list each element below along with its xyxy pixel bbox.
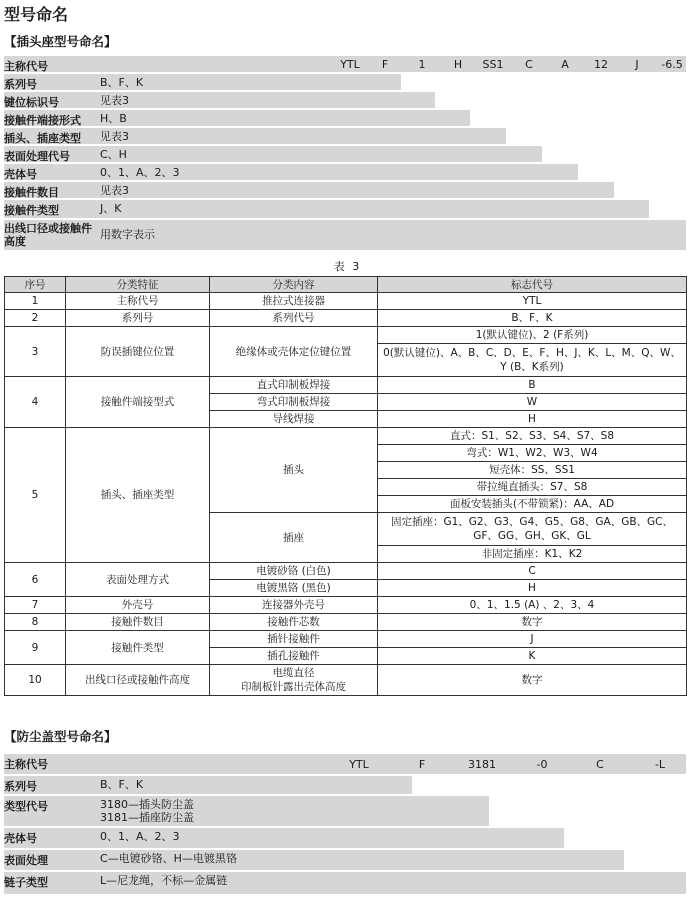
socket_section-row-band — [4, 164, 578, 180]
row-content: 直式印制板焊接 — [210, 377, 378, 394]
row-number: 6 — [5, 563, 66, 597]
socket_section-row-value: 见表3 — [100, 94, 129, 107]
page-title: 型号命名 — [4, 5, 69, 24]
socket_section-row-value: 0、1、A、2、3 — [100, 166, 180, 179]
row-content: 导线焊接 — [210, 411, 378, 428]
socket_section-code-8: J — [635, 58, 639, 71]
table-row — [5, 293, 687, 310]
socket_section-row-label: 壳体号 — [4, 168, 37, 181]
row-code: 0(默认键位)、A、B、C、D、E、F、H、J、K、L、M、Q、W、Y (B、K系列) — [378, 344, 687, 377]
row-content: 推拉式连接器 — [210, 293, 378, 310]
row-content: 电镀砂铬 (白色) — [210, 563, 378, 580]
classification-table — [4, 276, 687, 696]
table-caption: 表 3 — [333, 260, 362, 273]
row-feature: 插头、插座类型 — [66, 428, 210, 563]
socket_section-row-label: 插头、插座类型 — [4, 132, 81, 145]
socket_section-code-7: 12 — [594, 58, 608, 71]
table-row — [5, 428, 687, 445]
row-code: 数字 — [378, 614, 687, 631]
row-number: 8 — [5, 614, 66, 631]
row-code: H — [378, 411, 687, 428]
socket_section-row-label: 表面处理代号 — [4, 150, 70, 163]
cap_section-code-5: -L — [654, 758, 666, 771]
socket_section-row-value: J、K — [100, 202, 122, 215]
cap-section-heading: 【防尘盖型号命名】 — [4, 729, 117, 744]
header-no: 序号 — [5, 277, 66, 293]
socket_section-row-band — [4, 182, 614, 198]
row-number: 2 — [5, 310, 66, 327]
row-number: 9 — [5, 631, 66, 665]
row-code: 数字 — [378, 665, 687, 696]
row-code: 1(默认键位)、2 (F系列) — [378, 327, 687, 344]
socket_section-row-label: 接触件数目 — [4, 186, 59, 199]
header-content: 分类内容 — [210, 277, 378, 293]
row-content: 插座 — [210, 513, 378, 563]
socket_section-row-value: C、H — [100, 148, 127, 161]
row-feature: 主称代号 — [66, 293, 210, 310]
row-number: 5 — [5, 428, 66, 563]
cap_section-row-band — [4, 776, 412, 794]
cap_section-row-value: C—电镀砂铬、H—电镀黑铬 — [100, 852, 237, 865]
socket_section-row-label: 接触件端接形式 — [4, 114, 81, 127]
socket_section-row-label: 接触件类型 — [4, 204, 59, 217]
cap_section-row-value: 3180—插头防尘盖 3181—插座防尘盖 — [100, 798, 194, 824]
table-row — [5, 563, 687, 580]
row-content: 绝缘体或壳体定位键位置 — [210, 327, 378, 377]
row-code: 固定插座：G1、G2、G3、G4、G5、G8、GA、GB、GC、GF、GG、GH、GK、GL — [378, 513, 687, 546]
socket_section-code-1: F — [381, 58, 389, 71]
row-code: 面板安装插头(不带锁紧)：AA、AD — [378, 496, 687, 513]
row-content: 插头 — [210, 428, 378, 513]
row-content: 接触件芯数 — [210, 614, 378, 631]
socket_section-row-band — [4, 74, 401, 90]
socket_section-row-value: H、B — [100, 112, 127, 125]
table-row — [5, 665, 687, 696]
row-feature: 出线口径或接触件高度 — [66, 665, 210, 696]
socket_section-row-label: 主称代号 — [4, 60, 48, 73]
socket_section-row-label: 系列号 — [4, 78, 37, 91]
cap_section-row-value: B、F、K — [100, 778, 144, 791]
socket_section-code-2: 1 — [418, 58, 426, 71]
row-feature: 接触件类型 — [66, 631, 210, 665]
socket_section-code-6: A — [561, 58, 569, 71]
row-code: C — [378, 563, 687, 580]
row-code: J — [378, 631, 687, 648]
cap_section-code-0: YTL — [349, 758, 369, 771]
socket_section-code-5: C — [525, 58, 533, 71]
row-number: 4 — [5, 377, 66, 428]
header-feature: 分类特征 — [66, 277, 210, 293]
row-feature: 接触件数目 — [66, 614, 210, 631]
socket_section-code-0: YTL — [340, 58, 360, 71]
socket_section-row-value: 见表3 — [100, 184, 129, 197]
socket-section-heading: 【插头座型号命名】 — [4, 34, 117, 49]
row-content: 插针接触件 — [210, 631, 378, 648]
row-code: W — [378, 394, 687, 411]
row-code: 短壳体：SS、SS1 — [378, 462, 687, 479]
socket_section-row-value: 见表3 — [100, 130, 129, 143]
row-number: 10 — [5, 665, 66, 696]
row-number: 3 — [5, 327, 66, 377]
cap_section-row-value: 0、1、A、2、3 — [100, 830, 180, 843]
cap_section-row-label: 表面处理 — [4, 854, 48, 867]
row-code: K — [378, 648, 687, 665]
row-feature: 外壳号 — [66, 597, 210, 614]
row-code: 弯式：W1、W2、W3、W4 — [378, 445, 687, 462]
row-code: H — [378, 580, 687, 597]
socket_section-row-value: B、F、K — [100, 76, 144, 89]
table-row — [5, 614, 687, 631]
row-code: 0、1、1.5 (A) 、2、3、4 — [378, 597, 687, 614]
row-content: 系列代号 — [210, 310, 378, 327]
socket_section-code-3: H — [453, 58, 463, 71]
cap_section-row-label: 类型代号 — [4, 800, 48, 813]
table-row — [5, 597, 687, 614]
cap_section-row-label: 主称代号 — [4, 758, 48, 771]
socket_section-row-value: 用数字表示 — [100, 228, 155, 241]
row-code: 带拉绳直插头：S7、S8 — [378, 479, 687, 496]
row-code: YTL — [378, 293, 687, 310]
row-code: B — [378, 377, 687, 394]
cap_section-row-band — [4, 828, 564, 848]
cap-model-code-diagram — [4, 754, 686, 896]
row-content: 连接器外壳号 — [210, 597, 378, 614]
socket_section-row-label: 出线口径或接触件高度 — [4, 222, 92, 248]
cap_section-row-label: 壳体号 — [4, 832, 37, 845]
row-content: 插孔接触件 — [210, 648, 378, 665]
row-content: 弯式印制板焊接 — [210, 394, 378, 411]
row-number: 1 — [5, 293, 66, 310]
cap_section-row-band — [4, 796, 489, 826]
socket-model-code-diagram — [4, 56, 686, 252]
socket_section-code-4: SS1 — [482, 58, 504, 71]
row-code: 非固定插座：K1、K2 — [378, 546, 687, 563]
cap_section-row-label: 系列号 — [4, 780, 37, 793]
cap_section-code-2: 3181 — [468, 758, 496, 771]
row-feature: 系列号 — [66, 310, 210, 327]
row-content: 电镀黑铬 (黑色) — [210, 580, 378, 597]
row-code: B、F、K — [378, 310, 687, 327]
row-code: 直式：S1、S2、S3、S4、S7、S8 — [378, 428, 687, 445]
table-row — [5, 310, 687, 327]
row-feature: 防误插键位位置 — [66, 327, 210, 377]
cap_section-code-1: F — [418, 758, 426, 771]
socket_section-row-band — [4, 92, 435, 108]
table-row — [5, 327, 687, 344]
socket_section-row-band — [4, 146, 542, 162]
header-code: 标志代号 — [378, 277, 687, 293]
socket_section-code-9: -6.5 — [661, 58, 683, 71]
row-number: 7 — [5, 597, 66, 614]
table-row — [5, 377, 687, 394]
socket_section-row-label: 键位标识号 — [4, 96, 59, 109]
row-feature: 表面处理方式 — [66, 563, 210, 597]
cap_section-code-3: -0 — [536, 758, 548, 771]
table-row — [5, 631, 687, 648]
cap_section-code-4: C — [596, 758, 604, 771]
table-header-row — [5, 277, 687, 293]
cap_section-row-band — [4, 850, 624, 870]
row-content: 电缆直径 印制板针露出壳体高度 — [210, 665, 378, 696]
cap_section-row-value: L—尼龙绳，不标—金属链 — [100, 874, 228, 887]
cap_section-row-label: 链子类型 — [4, 876, 48, 889]
row-feature: 接触件端接型式 — [66, 377, 210, 428]
